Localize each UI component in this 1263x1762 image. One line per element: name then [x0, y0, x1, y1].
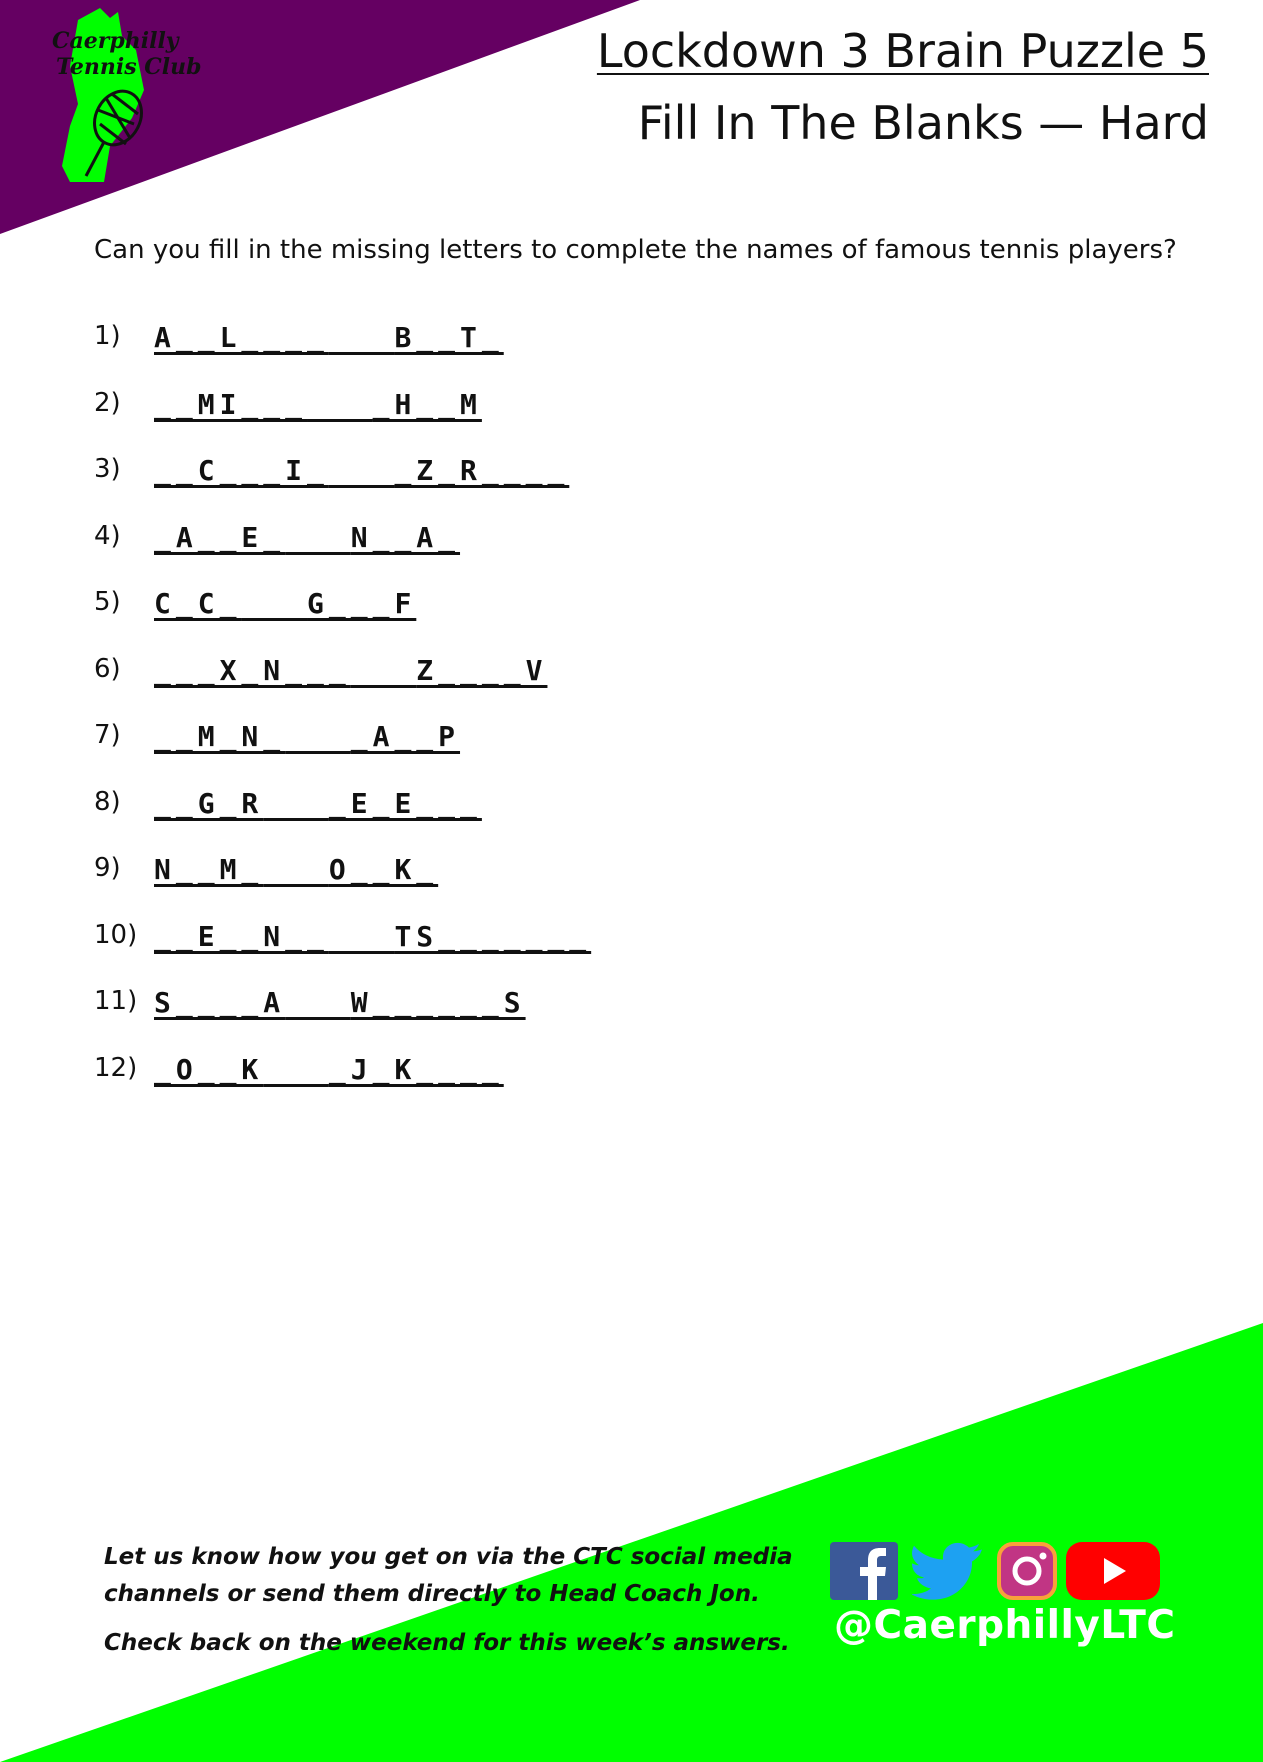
- first-name-blanks: __C___I_: [154, 454, 329, 487]
- last-name-blanks: _E_E___: [328, 786, 482, 820]
- first-name-blanks: __G_R: [154, 786, 264, 820]
- puzzle-item: [94, 651, 1194, 718]
- puzzle-item: [94, 917, 1194, 984]
- first-name-blanks: _A__E_: [154, 520, 286, 554]
- page-subtitle: Fill In The Blanks — Hard: [637, 96, 1209, 150]
- puzzle-blanks: [154, 453, 569, 489]
- last-name-blanks: _H__M: [372, 387, 482, 421]
- puzzle-item: [94, 385, 1194, 452]
- puzzle-blanks: [154, 320, 504, 356]
- last-name-blanks: B__T_: [394, 321, 504, 354]
- last-name-blanks: G___F: [307, 587, 417, 620]
- footer-message-line2: channels or send them directly to Head Coach Jon.: [104, 1581, 760, 1607]
- last-name-blanks: _Z_R____: [394, 454, 570, 487]
- page-title: Lockdown 3 Brain Puzzle 5: [596, 24, 1209, 78]
- puzzle-number: 8): [94, 786, 121, 817]
- puzzle-blanks: [154, 520, 460, 556]
- puzzle-item: [94, 518, 1194, 585]
- twitter-icon[interactable]: [912, 1542, 984, 1600]
- puzzle-item: [94, 1050, 1194, 1117]
- puzzle-number: 6): [94, 653, 121, 684]
- first-name-blanks: C_C_: [154, 587, 242, 620]
- puzzle-number: 2): [94, 387, 121, 418]
- facebook-icon[interactable]: [830, 1542, 898, 1600]
- puzzle-blanks: [154, 1052, 504, 1088]
- puzzle-blanks: [154, 919, 591, 955]
- puzzle-number: 3): [94, 454, 121, 484]
- last-name-blanks: _A__P: [350, 720, 461, 753]
- club-logo: [40, 6, 202, 186]
- puzzle-item: [94, 584, 1194, 651]
- first-name-blanks: N__M_: [154, 853, 264, 886]
- puzzle-blanks: [154, 852, 438, 888]
- last-name-blanks: _J_K____: [328, 1052, 504, 1086]
- footer-message-line1: Let us know how you get on via the CTC social media: [104, 1544, 793, 1570]
- puzzle-blanks: [154, 387, 482, 423]
- first-name-blanks: ___X_N___: [154, 653, 351, 687]
- first-name-blanks: __E__N__: [154, 919, 329, 953]
- puzzle-item: [94, 983, 1194, 1050]
- puzzle-blanks: [154, 719, 460, 755]
- puzzle-list: [94, 318, 1194, 1116]
- puzzle-number: 4): [94, 520, 121, 551]
- puzzle-number: 11): [94, 986, 138, 1016]
- puzzle-item: [94, 451, 1194, 518]
- last-name-blanks: W______S: [350, 986, 526, 1019]
- puzzle-number: 12): [94, 1052, 138, 1083]
- puzzle-number: 5): [94, 587, 121, 617]
- first-name-blanks: S____A: [154, 986, 286, 1019]
- instructions: Can you fill in the missing letters to complete the names of famous tennis players?: [94, 235, 1177, 265]
- footer-message-line3: Check back on the weekend for this week’s answers.: [104, 1630, 790, 1656]
- last-name-blanks: Z____V: [416, 653, 548, 687]
- social-handle[interactable]: @CaerphillyLTC: [834, 1603, 1176, 1648]
- first-name-blanks: _O__K: [154, 1052, 264, 1086]
- puzzle-number: 1): [94, 321, 121, 351]
- logo-text-line1: Caerphilly: [52, 28, 179, 54]
- last-name-blanks: TS_______: [394, 919, 592, 953]
- puzzle-blanks: [154, 653, 547, 689]
- puzzle-number: 10): [94, 919, 138, 950]
- instagram-icon[interactable]: [996, 1542, 1058, 1600]
- puzzle-item: [94, 717, 1194, 784]
- puzzle-blanks: [154, 985, 526, 1021]
- puzzle-blanks: [154, 586, 416, 622]
- puzzle-number: 7): [94, 720, 121, 750]
- puzzle-blanks: [154, 786, 482, 822]
- puzzle-item: [94, 850, 1194, 917]
- last-name-blanks: N__A_: [350, 520, 461, 554]
- puzzle-number: 9): [94, 853, 121, 883]
- puzzle-item: [94, 318, 1194, 385]
- first-name-blanks: __MI___: [154, 387, 308, 421]
- logo-text-line2: Tennis Club: [56, 54, 202, 80]
- first-name-blanks: A__L____: [154, 321, 329, 354]
- last-name-blanks: O__K_: [328, 853, 439, 886]
- first-name-blanks: __M_N_: [154, 720, 286, 753]
- youtube-icon[interactable]: [1066, 1542, 1160, 1600]
- puzzle-item: [94, 784, 1194, 851]
